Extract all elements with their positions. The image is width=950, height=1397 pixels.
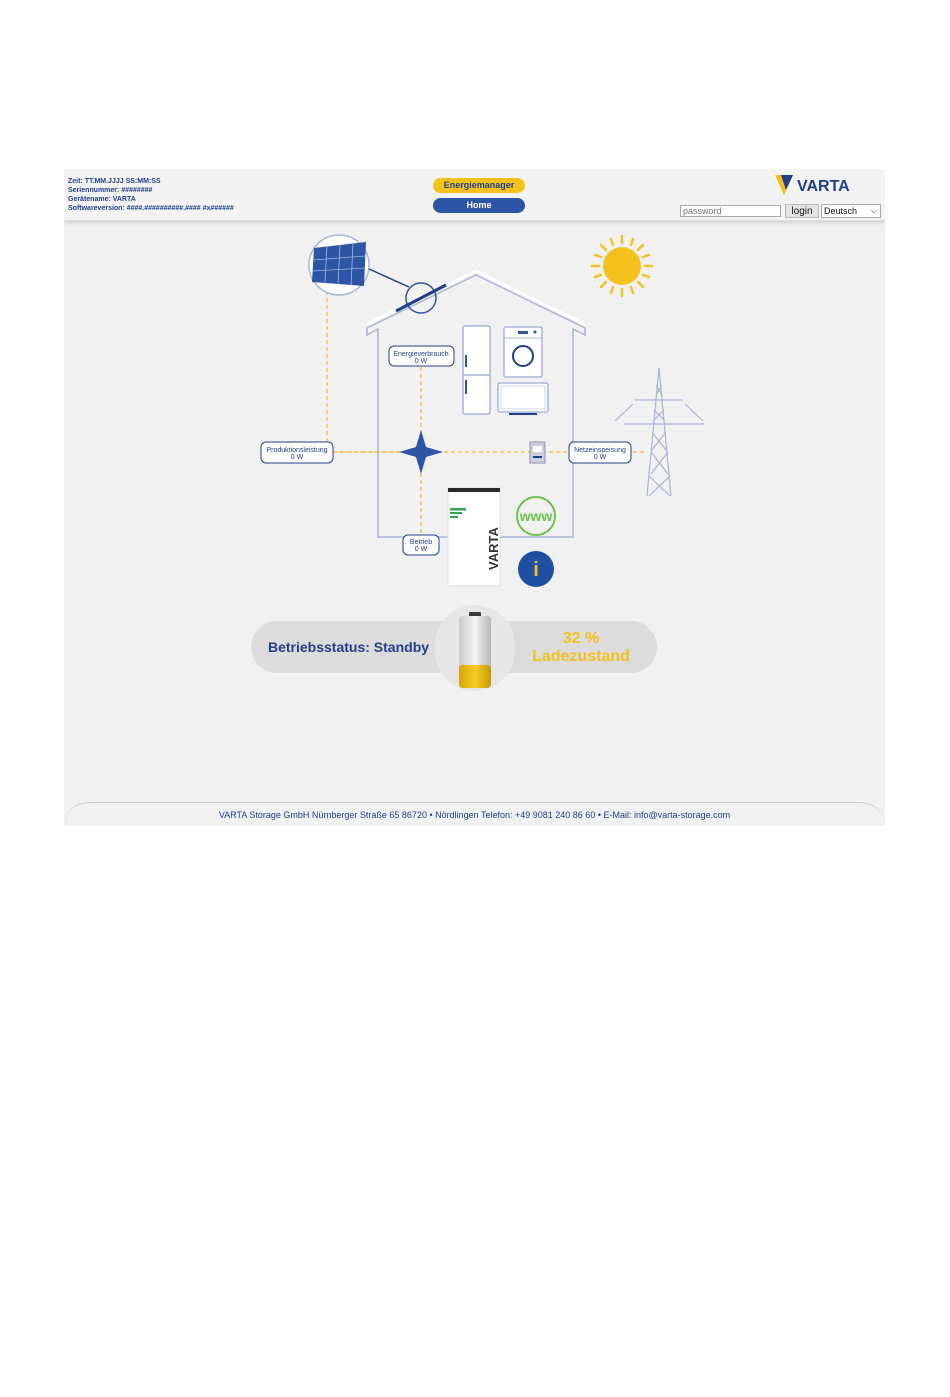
tv-icon (498, 383, 548, 414)
consumption-label: Energieverbrauch (393, 351, 449, 358)
washing-machine-icon (504, 327, 542, 377)
info-software-version: Softwareversion: ####.##########.#### #x###### (68, 205, 234, 212)
logo-text: VARTA (797, 178, 850, 195)
battery-icon (455, 610, 495, 690)
device-info (68, 177, 234, 213)
grid-feed-label: Netzeinspeisung (574, 447, 626, 454)
energy-hub-icon (399, 430, 443, 474)
grid-feed-value: 0 W (593, 454, 607, 461)
operation-box (403, 535, 439, 555)
battery-fill (459, 665, 491, 688)
login-button[interactable]: login (785, 204, 819, 218)
fridge-icon (463, 326, 490, 414)
password-input[interactable] (680, 205, 781, 217)
soc-percent: 32 % (562, 630, 600, 647)
storage-unit-icon (448, 488, 501, 586)
home-button[interactable]: Home (433, 198, 525, 213)
consumption-value: 0 W (414, 358, 428, 365)
sun-icon (592, 236, 652, 296)
varta-logo-icon (773, 173, 873, 197)
www-label: www (519, 508, 553, 524)
power-pylon-icon (615, 368, 704, 496)
production-value: 0 W (290, 454, 304, 461)
chevron-down-icon: ⌵ (870, 206, 877, 215)
info-label: i (533, 559, 539, 581)
inverter-icon (396, 283, 446, 313)
energy-flow-diagram (64, 220, 885, 660)
info-serial: Seriennummer: ######## (68, 187, 153, 194)
operation-value: 0 W (414, 546, 428, 553)
consumption-box (389, 346, 454, 366)
language-select[interactable] (821, 204, 881, 218)
energiemanager-button[interactable]: Energiemanager (433, 178, 525, 193)
header (64, 169, 885, 221)
info-time: Zeit: TT.MM.JJJJ SS:MM:SS (68, 178, 161, 185)
meter-icon (530, 442, 545, 463)
footer-text: VARTA Storage GmbH Nürnberger Straße 65 86720 • Nördlingen Telefon: +49 9081 240 86 60 • E-Mail: info@varta-storage.com (218, 810, 731, 820)
info-icon[interactable] (518, 551, 554, 587)
production-label: Produktionsleistung (266, 447, 328, 454)
app-frame (64, 169, 885, 826)
footer (64, 802, 885, 826)
operation-label: Betrieb (409, 539, 433, 546)
production-box (261, 442, 333, 463)
www-icon[interactable] (517, 497, 555, 535)
operating-status: Betriebsstatus: Standby (268, 639, 430, 655)
soc-label: Ladezustand (532, 648, 630, 665)
info-device-name: Gerätename: VARTA (68, 196, 136, 203)
solar-panel-icon (309, 235, 409, 295)
grid-feed-box (569, 442, 631, 463)
storage-brand: VARTA (486, 527, 501, 570)
language-selected: Deutsch (824, 206, 858, 216)
